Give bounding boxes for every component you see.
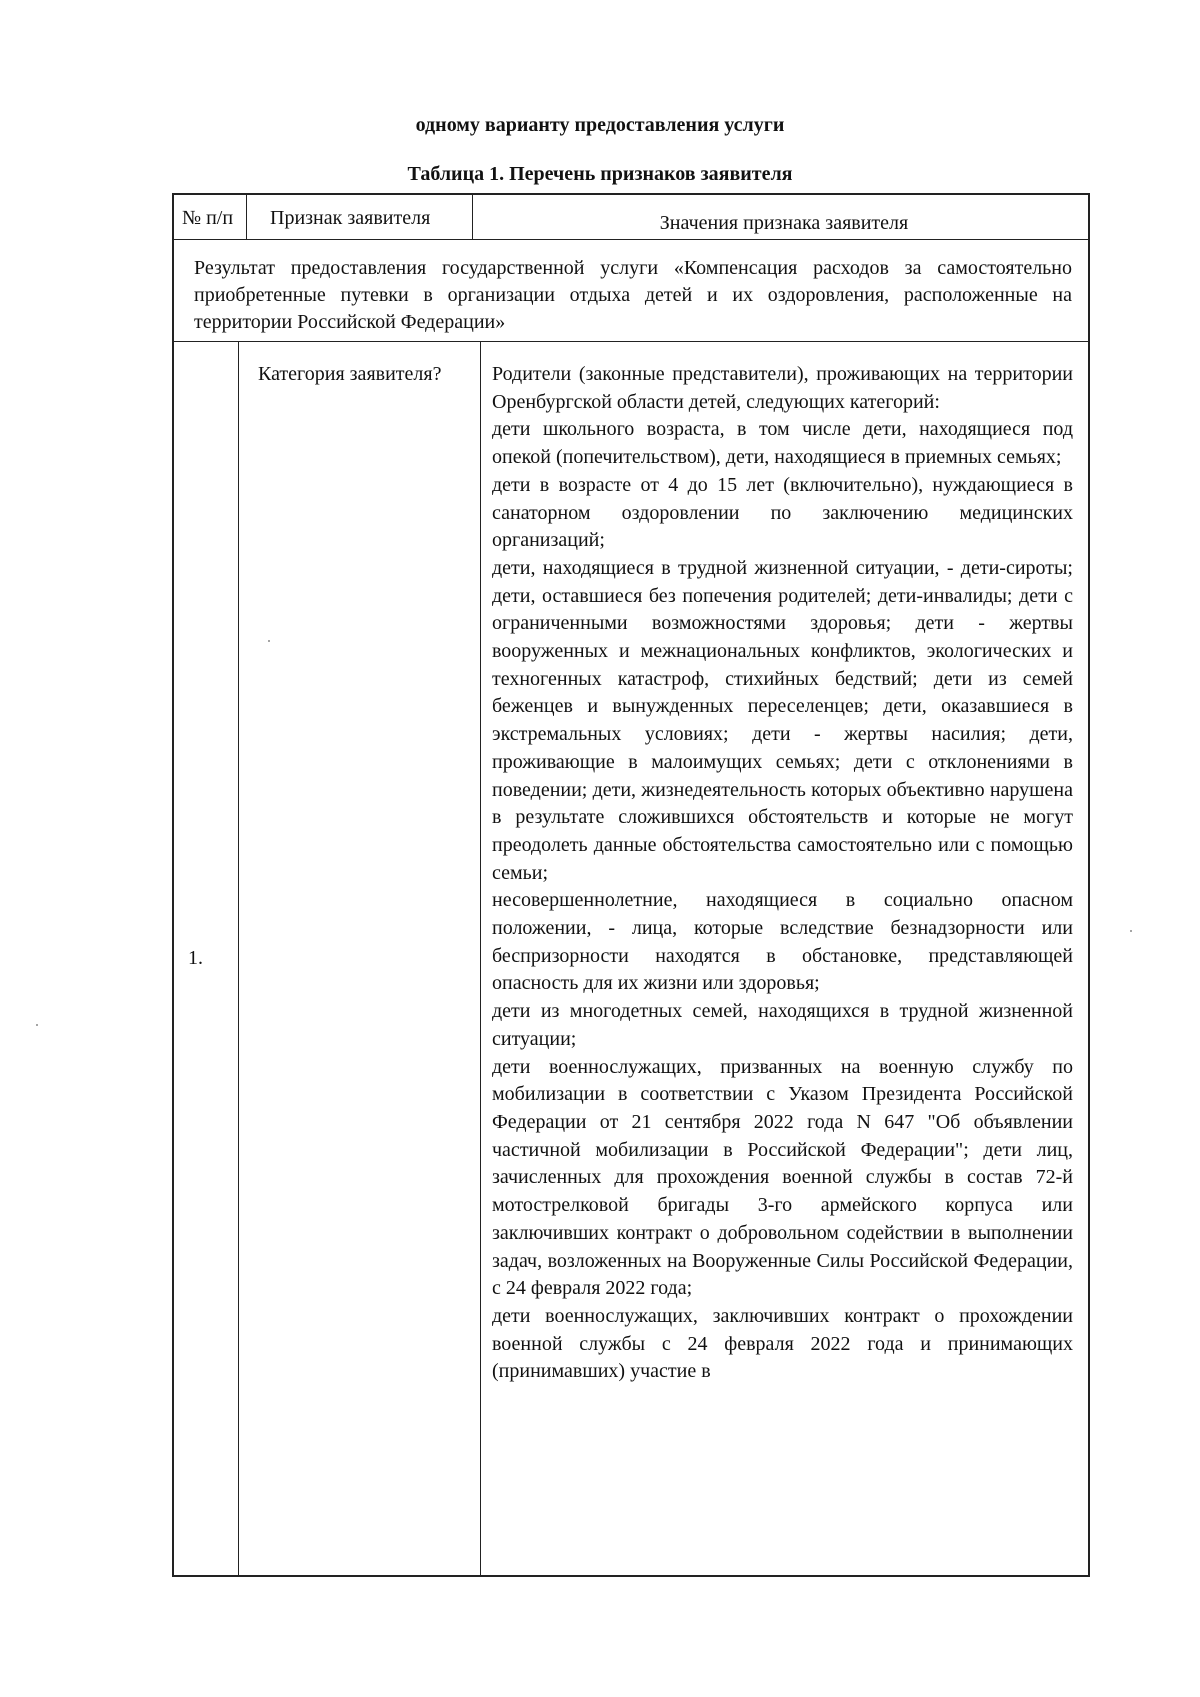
row-divider-2	[480, 341, 481, 1575]
scan-speck	[36, 1024, 38, 1026]
header-values: Значения признака заявителя	[659, 212, 909, 234]
header-divider-1	[246, 195, 247, 239]
result-row-text: Результат предоставления государственной услуги «Компенсация расходов за самостоятельно приобретенные путевки в организации отдыха детей и их оздоровления, расположенные на территории Российской Федерации»	[194, 257, 1072, 333]
row-divider-1	[238, 341, 239, 1575]
value-paragraph: Родители (законные представители), проживающих на территории Оренбургской области детей, следующих категорий:	[492, 363, 1073, 413]
applicant-features-table	[172, 193, 1090, 1577]
header-bottom-rule	[174, 239, 1088, 240]
header-divider-2	[472, 195, 473, 239]
row-values	[492, 361, 1073, 1386]
row-number: 1.	[188, 947, 203, 969]
table-caption: Таблица 1. Перечень признаков заявителя	[407, 163, 793, 185]
value-paragraph: дети школьного возраста, в том числе дети, находящиеся под опекой (попечительством), дети, находящиеся в приемных семьях;	[492, 418, 1073, 469]
value-paragraph: дети, находящиеся в трудной жизненной ситуации, - дети-сироты; дети, оставшиеся без попечения родителей; дети-инвалиды; дети с ограниченными возможностями здоровья; дети - жертвы вооруженных и межнациональных конфликтов, экологических и техногенных катастроф, стихийных бедствий; дети из семей беженцев и вынужденных переселенцев; дети, оказавшиеся в экстремальных условиях; дети - жертвы насилия; дети, проживающие в малоимущих семьях; дети с отклонениями в поведении; дети, жизнедеятельность которых объективно нарушена в результате сложившихся обстоятельств и которые не могут преодолеть данные обстоятельства самостоятельно или с помощью семьи;	[492, 556, 1073, 884]
row-feature: Категория заявителя?	[258, 363, 442, 385]
heading-line: одному варианту предоставления услуги	[415, 114, 785, 136]
result-row-bottom-rule	[174, 341, 1088, 342]
header-number: № п/п	[182, 207, 234, 229]
scan-speck	[268, 640, 270, 642]
value-paragraph: дети военнослужащих, заключивших контракт о прохождении военной службы с 24 февраля 2022 года и принимающих (принимавших) участие в	[492, 1304, 1073, 1383]
value-paragraph: дети в возрасте от 4 до 15 лет (включительно), нуждающиеся в санаторном оздоровлении по заключению медицинских организаций;	[492, 473, 1073, 552]
header-feature: Признак заявителя	[270, 207, 431, 229]
value-paragraph: дети из многодетных семей, находящихся в трудной жизненной ситуации;	[492, 1000, 1073, 1050]
value-paragraph: дети военнослужащих, призванных на военную службу по мобилизации в соответствии с Указом Президента Российской Федерации от 21 сентября 2022 года N 647 "Об объявлении частичной мобилизации в Российской Федерации"; дети лиц, зачисленных для прохождения военной службы в состав 72-й мотострелковой бригады 3-го армейского корпуса или заключивших контракт о добровольном содействии в выполнении задач, возложенных на Вооруженные Силы Российской Федерации, с 24 февраля 2022 года;	[492, 1055, 1073, 1300]
value-paragraph: несовершеннолетние, находящиеся в социально опасном положении, - лица, которые вследствие безнадзорности или беспризорности находятся в обстановке, представляющей опасность для их жизни или здоровья;	[492, 889, 1073, 995]
scan-speck	[1130, 930, 1132, 932]
